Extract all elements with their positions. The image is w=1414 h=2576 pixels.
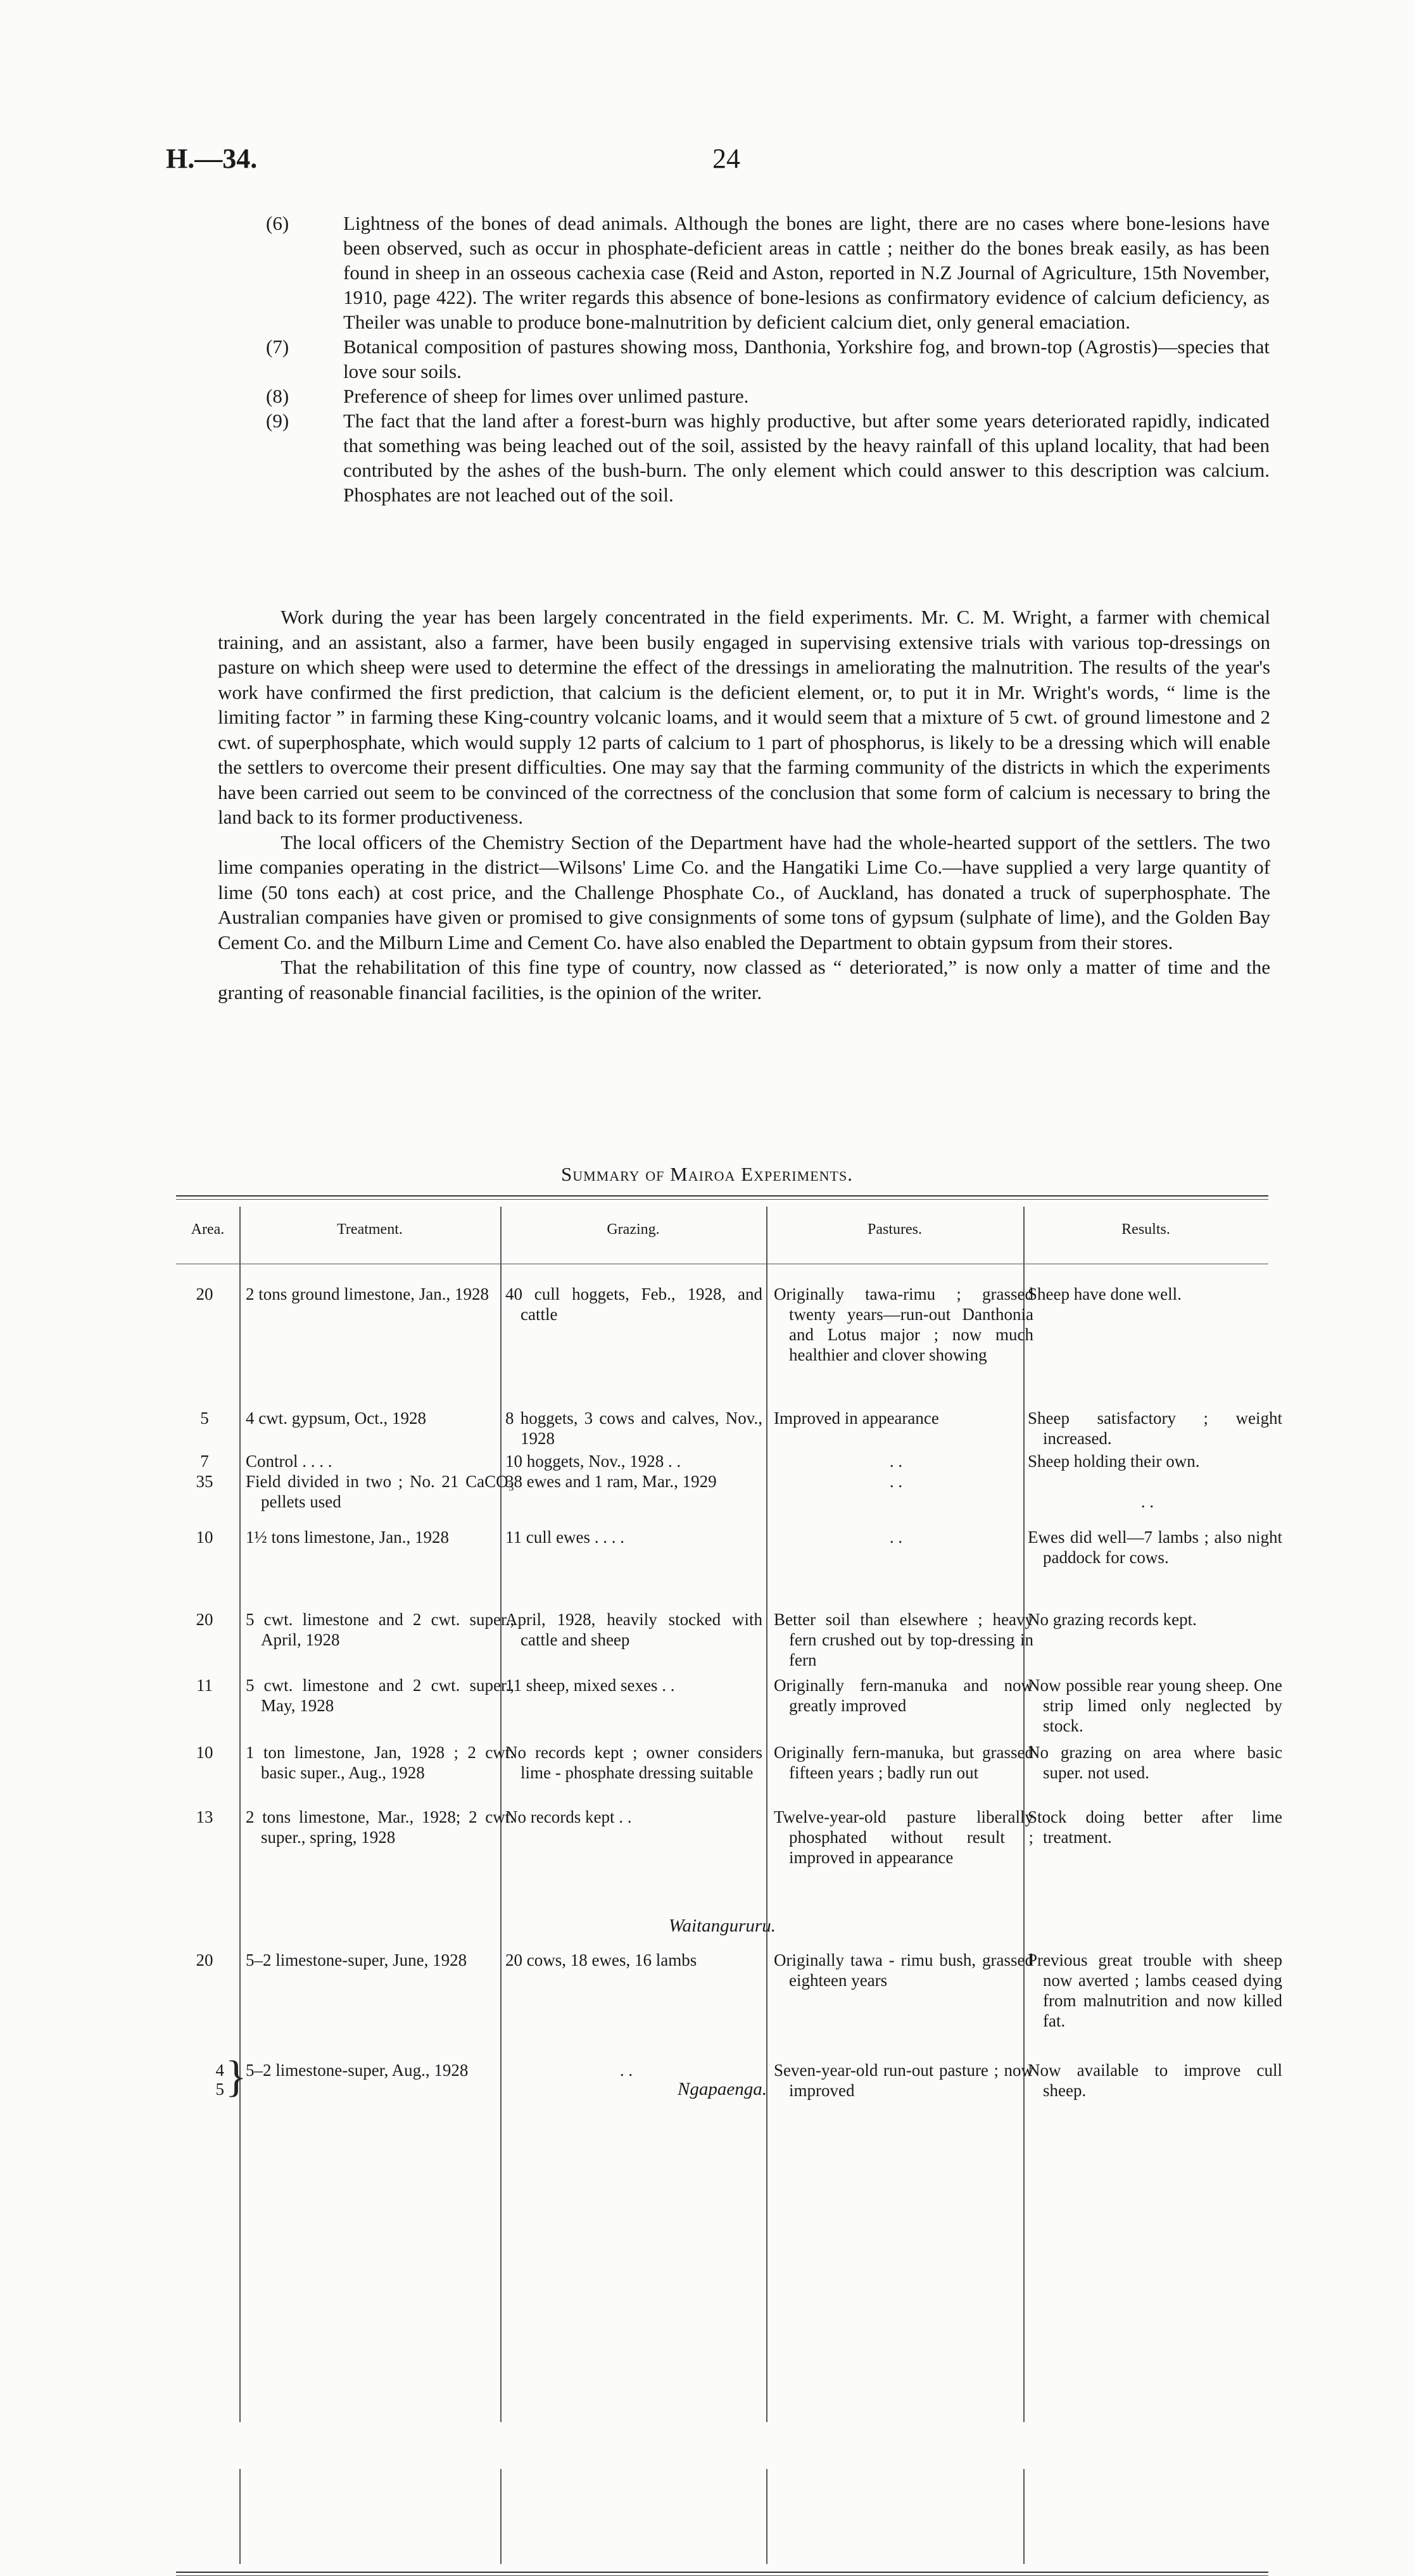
cell-treatment: 1½ tons limestone, Jan., 1928 [246,1528,449,1547]
cell-treatment: 2 tons ground limestone, Jan., 1928 [246,1285,489,1304]
col-header-area: Area. [191,1221,225,1238]
cell-area: 5 [200,1409,209,1428]
cell-treatment: 5–2 limestone-super, June, 1928 [246,1951,467,1970]
cell-pastures: Originally tawa - rimu bush, grassed eighteen years [774,1951,1033,1990]
paragraph: That the rehabilitation of this fine type of country, now classed as “ deteriorated,” is now only a matter of time and the granting of reasonable financial facilities, is the opinion of the writer. [218,956,1270,1003]
paragraph: Work during the year has been largely concentrated in the field experiments. Mr. C. M. Wright, a farmer with chemical training, and an assistant, also a farmer, have been busily engaged in supervising extensive trials with various top-dressings on pasture on which sheep were used to determine the effect of the dressings in ameliorating the malnutrition. The results of the year's work have confirmed the first prediction, that calcium is the deficient element, or, to put it in Mr. Wright's words, “ lime is the limiting factor ” in farming these King-country volcanic loams, and it would seem that a mixture of 5 cwt. of ground limestone and 2 cwt. of superphosphate, which would supply 12 parts of calcium to 1 part of phosphorus, is likely to be a dressing which will enable the settlers to overcome their present difficulties. One may say that the farming community of the districts in which the experiments have been carried out seem to be convinced of the correctness of the conclusion that some form of calcium is necessary to bring the land back to its former productiveness. [218,606,1270,828]
brace-symbol: } [225,2052,247,2101]
cell-area-a: 4 [215,2061,224,2080]
cell-treatment: 5 cwt. limestone and 2 cwt. super., May, 1928 [246,1676,514,1715]
body-text [218,605,1270,1005]
list-item [266,211,1270,334]
col-rule [766,1207,767,2422]
col-rule [239,2469,241,2564]
list-text: Preference of sheep for limes over unlimed pasture. [343,385,749,407]
cell-pastures: Better soil than elsewhere ; heavy fern crushed out by top-dressing in fern [774,1610,1033,1669]
cell-treatment: 2 tons limestone, Mar., 1928; 2 cwt. super., spring, 1928 [246,1807,514,1847]
col-header-grazing: Grazing. [607,1221,660,1238]
col-header-results: Results. [1121,1221,1170,1238]
cell-pastures: Originally tawa-rimu ; grassed twenty years—run-out Danthonia and Lotus major ; now much healthier and clover showing [774,1285,1033,1364]
cell-pastures: . . [889,1472,903,1491]
header-code: H.—34. [166,143,258,174]
cell-results: . . [1140,1492,1154,1511]
numbered-list [266,211,1270,507]
cell-results: No grazing on area where basic super. not used. [1028,1743,1282,1782]
section-label-ngapaenga: Ngapaenga. [678,2079,767,2099]
cell-results: Previous great trouble with sheep now averted ; lambs ceased dying from malnutrition and now killed fat. [1028,1951,1282,2030]
list-item [266,408,1270,507]
list-item [266,384,1270,408]
cell-pastures: Originally fern-manuka and now greatly improved [774,1676,1033,1715]
cell-area: 35 [196,1472,213,1491]
cell-area: 20 [196,1610,213,1629]
cell-grazing: 11 cull ewes . . . . [505,1528,624,1547]
cell-grazing: No records kept . . [505,1807,632,1826]
cell-pastures: Seven-year-old run-out pasture ; now improved [774,2061,1033,2100]
cell-grazing: April, 1928, heavily stocked with cattle and sheep [505,1610,762,1649]
col-rule [500,2469,502,2564]
ngapaenga-row [176,2052,1282,2117]
table-top-rule [176,1195,1268,1197]
cell-grazing: 20 cows, 18 ewes, 16 lambs [505,1951,697,1970]
cell-grazing: No records kept ; owner considers lime - phosphate dressing suitable [505,1743,762,1782]
list-item [266,334,1270,384]
section-label-waitangururu: Waitangururu. [669,1916,776,1936]
cell-results: Stock doing better after lime treatment. [1028,1807,1282,1847]
cell-results: Ewes did well—7 lambs ; also night paddock for cows. [1028,1528,1282,1567]
cell-grazing: . . [619,2061,633,2080]
cell-area: 20 [196,1285,213,1304]
paragraph: The local officers of the Chemistry Section of the Department have had the whole-hearted support of the settlers. The two lime companies operating in the district—Wilsons' Lime Co. and the Hangatiki Lime Co.—have supplied a very large quantity of lime (50 tons each) at cost price, and the Challenge Phosphate Co., of Auckland, has donated a truck of superphosphate. The Australian companies have given or promised to give consignments of some tons of gypsum (sulphate of lime), and the Golden Bay Cement Co. and the Milburn Lime and Cement Co. have also enabled the Department to obtain gypsum from their stores. [218,831,1270,953]
cell-grazing: 38 ewes and 1 ram, Mar., 1929 [505,1472,717,1491]
list-number: (8) [266,385,289,407]
cell-area: 11 [196,1676,213,1695]
cell-treatment: 5–2 limestone-super, Aug., 1928 [246,2061,469,2080]
cell-results: Now possible rear young sheep. One strip limed only neglected by stock. [1028,1676,1282,1735]
list-number: (7) [266,336,289,358]
cell-grazing: 11 sheep, mixed sexes . . [505,1676,675,1695]
cell-area: 20 [196,1951,213,1970]
cell-area: 10 [196,1743,213,1762]
cell-results: No grazing records kept. [1028,1610,1197,1629]
cell-area: 10 [196,1528,213,1547]
cell-results: Now available to improve cull sheep. [1028,2061,1282,2100]
cell-pastures: . . [889,1528,903,1547]
cell-grazing: 8 hoggets, 3 cows and calves, Nov., 1928 [505,1409,762,1448]
list-text: Lightness of the bones of dead animals. Although the bones are light, there are no cases where bone-lesions have been observed, such as occur in phosphate-deficient areas in cattle ; neither do the bones break easily, as has been found in sheep in an osseous cachexia case (Reid and Aston, reported in N.Z Journal of Agriculture, 15th November, 1910, page 422). The writer regards this absence of bone-lesions as confirmatory evidence of calcium deficiency, as Theiler was unable to produce bone-malnutrition by deficient calcium diet, only general emaciation. [343,212,1270,333]
list-text: The fact that the land after a forest-burn was highly productive, but after some years deteriorated rapidly, indicated that something was being leached out of the soil, assisted by the heavy rainfall of this upland locality, that had been contributed by the ashes of the bush-burn. The only element which could answer to this description was calcium. Phosphates are not leached out of the soil. [343,410,1270,506]
cell-pastures: Originally fern-manuka, but grassed fifteen years ; badly run out [774,1743,1033,1782]
cell-grazing: 10 hoggets, Nov., 1928 . . [505,1452,681,1471]
cell-area-b: 5 [215,2080,224,2099]
cell-treatment: 5 cwt. limestone and 2 cwt. super., April, 1928 [246,1610,514,1649]
list-number: (6) [266,212,289,234]
cell-pastures: Twelve-year-old pasture liberally phosphated without result ; improved in appearance [774,1807,1033,1867]
cell-pastures: Improved in appearance [774,1409,939,1428]
table-top-rule-2 [176,1199,1268,1200]
col-header-treatment: Treatment. [337,1221,403,1238]
cell-treatment: Control . . . . [246,1452,332,1471]
table-title: Summary of Mairoa Experiments. [561,1163,853,1185]
cell-treatment: Field divided in two ; No. 21 CaCO₃ pellets used [246,1472,514,1511]
col-rule [239,1207,241,2422]
list-text: Botanical composition of pastures showing moss, Danthonia, Yorkshire fog, and brown-top (Agrostis)—species that love sour soils. [343,336,1270,382]
cell-treatment: 4 cwt. gypsum, Oct., 1928 [246,1409,426,1428]
table-bottom-rule [176,2572,1268,2573]
cell-grazing: 40 cull hoggets, Feb., 1928, and cattle [505,1285,762,1324]
cell-results: Sheep holding their own. [1028,1452,1200,1471]
page-number: 24 [712,143,740,174]
col-header-pastures: Pastures. [868,1221,922,1238]
cell-pastures: . . [889,1452,903,1471]
col-rule [1023,2469,1025,2564]
cell-treatment: 1 ton limestone, Jan, 1928 ; 2 cwt. basic super., Aug., 1928 [246,1743,514,1782]
cell-results: Sheep satisfactory ; weight increased. [1028,1409,1282,1448]
col-rule [766,2469,767,2564]
list-number: (9) [266,410,289,432]
cell-area: 13 [196,1807,213,1826]
cell-results: Sheep have done well. [1028,1285,1182,1304]
cell-area: 7 [200,1452,209,1471]
